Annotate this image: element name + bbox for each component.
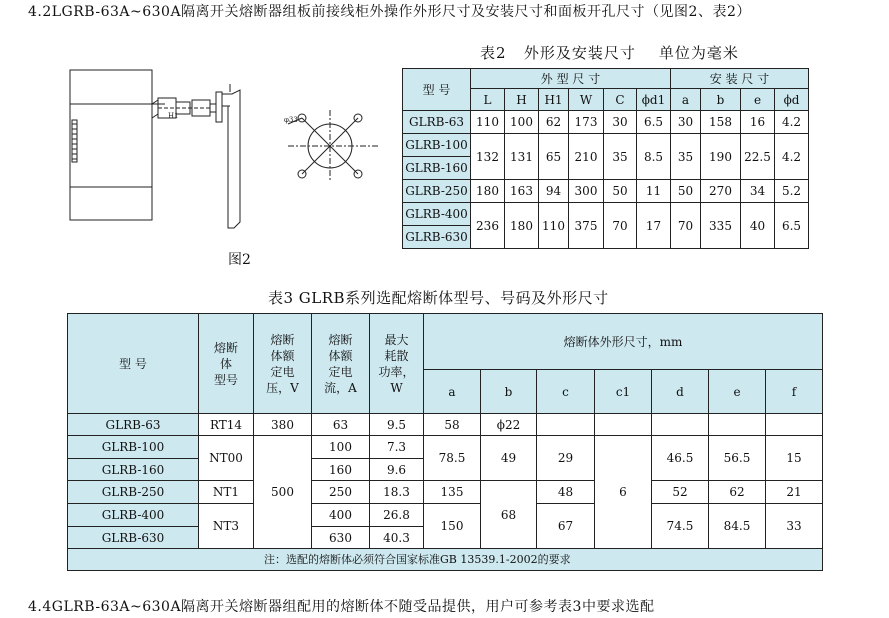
figure-2-caption: 图2: [228, 252, 251, 268]
t3-fuse-type: NT00: [199, 436, 254, 481]
t2-col: L: [471, 89, 505, 111]
t2-col: ϕd1: [637, 89, 671, 111]
t3-dim-col: d: [652, 370, 709, 414]
t3-current: 160: [312, 459, 370, 481]
t2-cell: 94: [539, 180, 569, 203]
t3-dim-col: a: [424, 370, 481, 414]
t2-cell: 4.2: [775, 134, 809, 180]
t2-col: b: [701, 89, 741, 111]
t3-model: GLRB-63: [68, 414, 199, 436]
table2: [402, 68, 809, 249]
t2-model-header: 型 号: [403, 69, 471, 111]
t3-dim-col: b: [481, 370, 537, 414]
t2-cell: 6.5: [775, 203, 809, 249]
t2-cell: 270: [701, 180, 741, 203]
t2-cell: 35: [604, 134, 637, 180]
t3-b: 49: [481, 436, 537, 481]
t2-col: W: [569, 89, 604, 111]
t2-cell: 110: [471, 111, 505, 134]
t3-power-header: 最大 耗散 功率， W: [370, 314, 424, 414]
t3-note: 注：选配的熔断体必须符合国家标准GB 13539.1-2002的要求: [68, 549, 823, 571]
t2-cell: 335: [701, 203, 741, 249]
t3-e: 84.5: [709, 504, 766, 549]
t2-cell: 300: [569, 180, 604, 203]
t2-cell: 50: [604, 180, 637, 203]
t2-cell: 5.2: [775, 180, 809, 203]
t2-cell: 30: [604, 111, 637, 134]
table3-title: 表3 GLRB系列选配熔断体型号、号码及外形尺寸: [268, 289, 609, 307]
table2-title: 表2 外形及安装尺寸 单位为毫米: [480, 44, 739, 62]
t3-f: 33: [766, 504, 823, 549]
t2-cell: 40: [741, 203, 775, 249]
h1-label: H1: [168, 112, 179, 120]
t3-power: 26.8: [370, 504, 424, 527]
t3-model: GLRB-160: [68, 459, 199, 481]
t2-cell: 6.5: [637, 111, 671, 134]
t3-c: 67: [537, 504, 595, 549]
t2-cell: 30: [671, 111, 701, 134]
t3-fuse-type: RT14: [199, 414, 254, 436]
t3-current-header: 熔断 体额 定电 流，A: [312, 314, 370, 414]
t3-dim-col: c: [537, 370, 595, 414]
t2-cell: 17: [637, 203, 671, 249]
t2-model: GLRB-250: [403, 180, 471, 203]
t2-cell: 62: [539, 111, 569, 134]
t3-model: GLRB-630: [68, 527, 199, 549]
t3-model-header: 型 号: [68, 314, 199, 414]
t2-model: GLRB-400: [403, 203, 471, 226]
t2-cell: 22.5: [741, 134, 775, 180]
t3-current: 250: [312, 481, 370, 504]
t3-d: 74.5: [652, 504, 709, 549]
t2-cell: 34: [741, 180, 775, 203]
t3-b: ϕ22: [481, 414, 537, 436]
t2-cell: 190: [701, 134, 741, 180]
t2-cell: 375: [569, 203, 604, 249]
t3-empty: [595, 414, 652, 436]
t3-a: 150: [424, 504, 481, 549]
t2-col: a: [671, 89, 701, 111]
t2-col: e: [741, 89, 775, 111]
t2-cell: 100: [505, 111, 539, 134]
t3-model: GLRB-100: [68, 436, 199, 459]
t3-f: 21: [766, 481, 823, 504]
t3-power: 9.6: [370, 459, 424, 481]
t2-cell: 11: [637, 180, 671, 203]
t3-current: 630: [312, 527, 370, 549]
t2-cell: 70: [604, 203, 637, 249]
t3-c1: 6: [595, 436, 652, 549]
t2-cell: 131: [505, 134, 539, 180]
t2-cell: 4.2: [775, 111, 809, 134]
section-heading: 4.2LGRB-63A~630A隔离开关熔断器组板前接线柜外操作外形尺寸及安装尺寸和面板开孔尺寸（见图2、表2）: [28, 4, 751, 20]
t3-b: 68: [481, 481, 537, 549]
t3-dim-col: c1: [595, 370, 652, 414]
figure-2-drawing: [40, 62, 395, 274]
t2-cell: 180: [471, 180, 505, 203]
t3-voltage: 500: [254, 436, 312, 549]
t2-cell: 132: [471, 134, 505, 180]
t3-dim-col: f: [766, 370, 823, 414]
t3-empty: [766, 414, 823, 436]
t3-e: 56.5: [709, 436, 766, 481]
t3-power: 40.3: [370, 527, 424, 549]
t3-c: 48: [537, 481, 595, 504]
t2-cell: 70: [671, 203, 701, 249]
footer-text: 4.4GLRB-63A~630A隔离开关熔断器组配用的熔断体不随受品提供，用户可参考表3中要求选配: [28, 599, 655, 615]
t2-cell: 163: [505, 180, 539, 203]
t3-e: 62: [709, 481, 766, 504]
t3-dim-col: e: [709, 370, 766, 414]
t2-col: H: [505, 89, 539, 111]
t2-cell: 8.5: [637, 134, 671, 180]
t2-model: GLRB-100: [403, 134, 471, 157]
t3-d: 46.5: [652, 436, 709, 481]
t3-voltage-header: 熔断 体额 定电 压，V: [254, 314, 312, 414]
t3-power: 9.5: [370, 414, 424, 436]
phi33-label: φ33: [284, 116, 298, 124]
t3-d: 52: [652, 481, 709, 504]
t3-power: 18.3: [370, 481, 424, 504]
t3-dims-header: 熔断体外形尺寸，mm: [424, 314, 823, 370]
t2-col: ϕd: [775, 89, 809, 111]
t3-f: 15: [766, 436, 823, 481]
t2-cell: 65: [539, 134, 569, 180]
t2-model: GLRB-630: [403, 226, 471, 249]
t2-cell: 180: [505, 203, 539, 249]
t3-power: 7.3: [370, 436, 424, 459]
t2-cell: 16: [741, 111, 775, 134]
t2-model: GLRB-63: [403, 111, 471, 134]
t2-col: C: [604, 89, 637, 111]
t2-cell: 236: [471, 203, 505, 249]
t3-c: 29: [537, 436, 595, 481]
t3-current: 63: [312, 414, 370, 436]
t3-fuse-type-header: 熔断 体 型号: [199, 314, 254, 414]
t2-cell: 158: [701, 111, 741, 134]
t3-a: 58: [424, 414, 481, 436]
t3-empty: [537, 414, 595, 436]
t2-outline-header: 外 型 尺 寸: [471, 69, 671, 89]
t3-current: 400: [312, 504, 370, 527]
t3-model: GLRB-400: [68, 504, 199, 527]
t2-model: GLRB-160: [403, 157, 471, 180]
t3-fuse-type: NT1: [199, 481, 254, 504]
t2-install-header: 安 装 尺 寸: [671, 69, 809, 89]
t2-col: H1: [539, 89, 569, 111]
t2-cell: 110: [539, 203, 569, 249]
t3-empty: [652, 414, 709, 436]
t3-voltage: 380: [254, 414, 312, 436]
t3-current: 100: [312, 436, 370, 459]
t3-model: GLRB-250: [68, 481, 199, 504]
t3-a: 78.5: [424, 436, 481, 481]
t2-cell: 210: [569, 134, 604, 180]
t3-empty: [709, 414, 766, 436]
t2-cell: 50: [671, 180, 701, 203]
t3-fuse-type: NT3: [199, 504, 254, 549]
table3: [67, 313, 823, 571]
t2-cell: 35: [671, 134, 701, 180]
t3-a: 135: [424, 481, 481, 504]
t2-cell: 173: [569, 111, 604, 134]
